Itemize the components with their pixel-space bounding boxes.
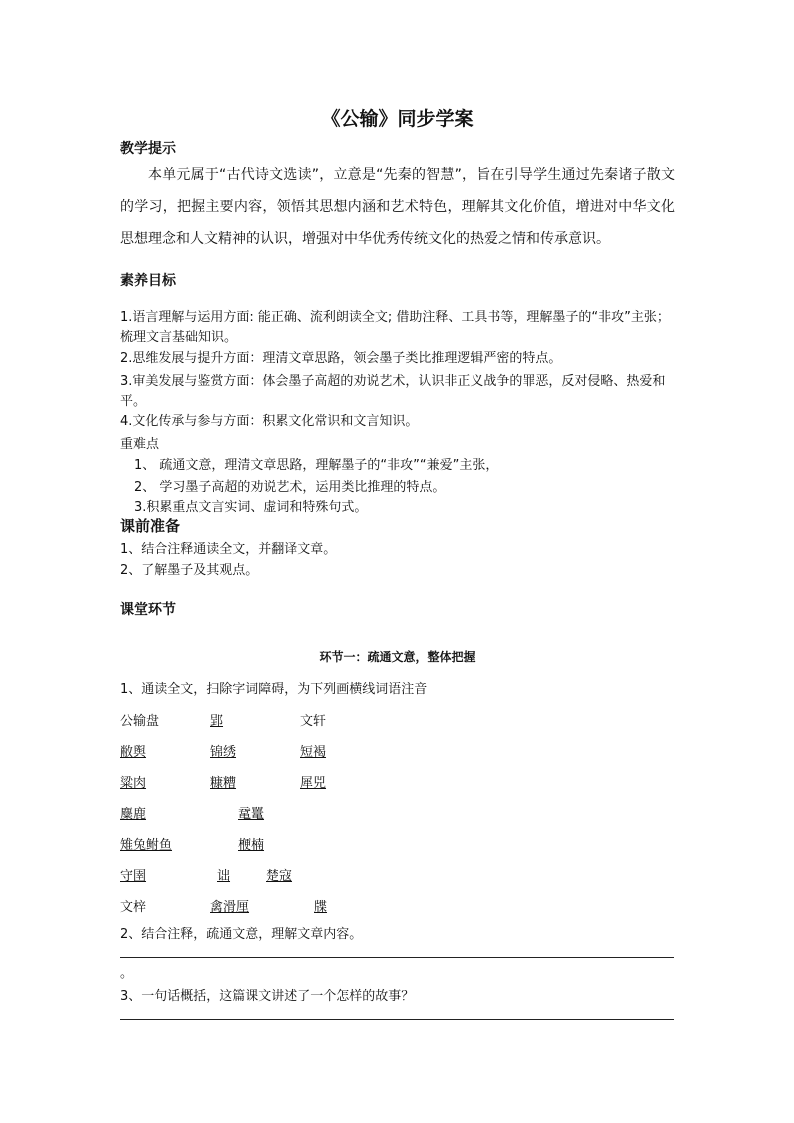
vocab-word: 公输盘 (120, 714, 160, 729)
question-1: 1、通读全文，扫除字词障碍，为下列画横线词语注音 (120, 682, 428, 697)
vocab-word: 雉兔鲋鱼 (120, 838, 173, 853)
preparation-item: 1、结合注释通读全文，并翻译文章。 (120, 542, 337, 557)
key-points-heading: 重难点 (120, 437, 160, 452)
goal-item: 3.审美发展与鉴赏方面：体会墨子高超的劝说艺术，认识非正义战争的罪恶，反对侵略、热爱和平。 (120, 374, 666, 409)
answer-line (120, 957, 674, 958)
page-title: 《公输》同步学案 (321, 108, 474, 130)
literacy-goals-heading: 素养目标 (120, 273, 176, 289)
vocab-word: 文轩 (300, 714, 327, 729)
key-point-item: 3.积累重点文言实词、虚词和特殊句式。 (134, 500, 368, 515)
vocab-word: 鼋鼍 (238, 807, 265, 822)
vocab-word: 敝舆 (120, 745, 147, 760)
preparation-item: 2、了解墨子及其观点。 (120, 563, 259, 578)
key-point-item: 1、 疏通文意，理清文章思路，理解墨子的“非攻”“兼爱”主张， (134, 458, 499, 473)
vocab-word: 楚寇 (266, 869, 293, 884)
goal-item: 1.语言理解与运用方面: 能正确、流利朗读全文; 借助注释、工具书等，理解墨子的“非攻”主张；梳理文言基础知识。 (120, 310, 670, 345)
vocab-word: 短褐 (300, 745, 327, 760)
teaching-tips-heading: 教学提示 (120, 141, 176, 157)
answer-line (120, 1019, 674, 1020)
vocab-word: 糠糟 (210, 776, 237, 791)
vocab-word: 麋鹿 (120, 807, 147, 822)
key-point-item: 2、 学习墨子高超的劝说艺术，运用类比推理的特点。 (134, 480, 446, 495)
step1-title: 环节一：疏通文意，整体把握 (319, 650, 476, 664)
period-mark: 。 (120, 966, 134, 981)
vocab-word: 牒 (314, 900, 328, 915)
vocab-word: 禽滑厘 (210, 900, 250, 915)
vocab-word: 楩楠 (238, 838, 265, 853)
teaching-tips-text: 本单元属于“古代诗文选读”，立意是“先秦的智慧”，旨在引导学生通过先秦诸子散文的学习，把握主要内容，领悟其思想内涵和艺术特色，理解其文化价值，增进对中华文化思想理念和人文精神的认识，增强对中华优秀传统文化的热爱之情和传承意识。 (120, 167, 675, 247)
question-2: 2、结合注释，疏通文意，理解文章内容。 (120, 927, 363, 942)
vocab-word: 郢 (210, 714, 224, 729)
question-3: 3、一句话概括，这篇课文讲述了一个怎样的故事？ (120, 989, 415, 1004)
vocab-word: 粱肉 (120, 776, 147, 791)
class-section-heading: 课堂环节 (120, 602, 176, 618)
vocab-word: 文梓 (120, 900, 147, 915)
vocab-word: 诎 (217, 869, 231, 884)
vocab-word: 犀兕 (300, 776, 327, 791)
vocab-word: 守圉 (120, 869, 147, 884)
vocab-word: 锦绣 (210, 745, 237, 760)
goal-item: 4.文化传承与参与方面：积累文化常识和文言知识。 (120, 414, 419, 429)
preparation-heading: 课前准备 (120, 517, 181, 535)
goal-item: 2.思维发展与提升方面：理清文章思路，领会墨子类比推理逻辑严密的特点。 (120, 351, 562, 366)
